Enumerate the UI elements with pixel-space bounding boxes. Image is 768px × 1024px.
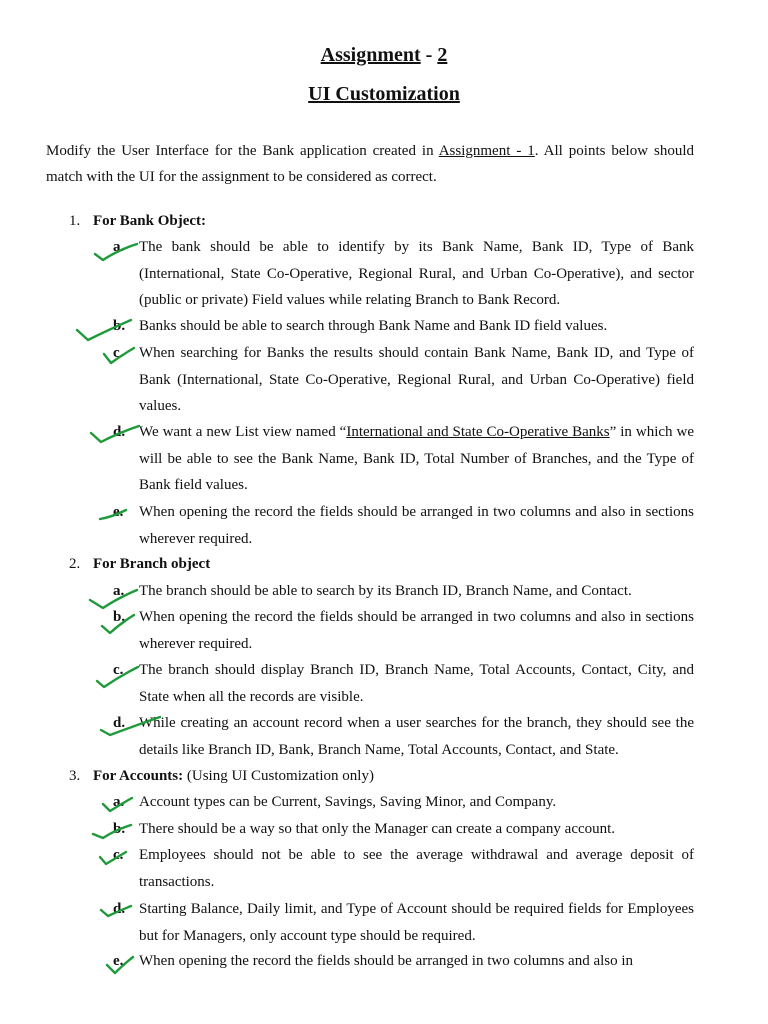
item-letter: c.: [113, 662, 124, 678]
list-view-name: International and State Co-Operative Banks: [346, 424, 610, 440]
item-text: The bank should be able to identify by its Bank Name, Bank ID, Type of Bank (International, State Co-Operative, Regional Rural, and Urban Co-Operative), and sector (public or private) Field values while relating Branch to Bank Record.: [139, 239, 694, 308]
list-item: [113, 842, 694, 895]
item-text: Employees should not be able to see the average withdrawal and average deposit of transactions.: [139, 847, 694, 890]
title-number: 2: [437, 44, 448, 66]
section-heading-3: [69, 763, 374, 789]
intro-after: . All points below should match with the UI for the assignment to be considered as correct.: [46, 143, 695, 185]
list-item: [113, 578, 694, 605]
item-letter: b.: [113, 609, 126, 625]
section-title: For Accounts:: [93, 768, 184, 784]
section-title: For Branch object: [93, 556, 211, 572]
list-item: [113, 313, 694, 340]
item-text: When opening the record the fields should be arranged in two columns and also in sections wherever required.: [139, 504, 694, 547]
section-number: 2.: [69, 556, 81, 572]
section-number: 1.: [69, 213, 81, 229]
item-letter: c.: [113, 345, 124, 361]
list-item: [113, 604, 694, 657]
list-item: [113, 657, 694, 710]
item-text: Banks should be able to search through Bank Name and Bank ID field values.: [139, 318, 608, 334]
item-text: While creating an account record when a user searches for the branch, they should see the details like Branch ID, Bank, Branch Name, Total Accounts, Contact, and State.: [139, 715, 694, 758]
list-item: [113, 419, 694, 499]
intro-before: Modify the User Interface for the Bank application created in: [46, 143, 439, 159]
item-letter: d.: [113, 901, 126, 917]
list-item: [113, 789, 694, 816]
intro-paragraph: [46, 138, 694, 190]
list-item: [113, 710, 694, 763]
intro-link: Assignment - 1: [438, 143, 535, 159]
subtitle-text: UI Customization: [308, 83, 460, 105]
list-item: [113, 948, 694, 975]
item-text: The branch should display Branch ID, Branch Name, Total Accounts, Contact, City, and State when all the records are visible.: [139, 662, 694, 705]
item-letter: b.: [113, 318, 126, 334]
item-text: When opening the record the fields should be arranged in two columns and also in sections wherever required.: [139, 609, 694, 652]
list-item: [113, 896, 694, 949]
section-heading-2: [69, 551, 210, 577]
title-word: Assignment: [320, 44, 421, 66]
item-text-before: We want a new List view named “: [139, 424, 347, 440]
item-text: [139, 419, 694, 499]
list-item: [113, 340, 694, 420]
document-subtitle: [0, 83, 768, 106]
item-letter: d.: [113, 424, 126, 440]
title-dash: -: [420, 44, 438, 66]
item-letter: d.: [113, 715, 126, 731]
list-item: [113, 234, 694, 314]
item-letter: e.: [113, 504, 124, 520]
section-title: For Bank Object:: [93, 213, 207, 229]
item-text: There should be a way so that only the Manager can create a company account.: [139, 821, 616, 837]
list-item: [113, 816, 694, 843]
item-text: When searching for Banks the results should contain Bank Name, Bank ID, and Type of Bank (International, State Co-Operative, Regional Rural, and Urban Co-Operative) field values.: [139, 345, 694, 414]
item-letter: e.: [113, 953, 124, 969]
list-item: [113, 499, 694, 552]
section-number: 3.: [69, 768, 81, 784]
item-letter: c.: [113, 847, 124, 863]
item-letter: a.: [113, 794, 125, 810]
section-heading-1: [69, 208, 206, 234]
item-text-after: ” in which we will be able to see the Bank Name, Bank ID, Total Number of Branches, and the Type of Bank field values.: [139, 424, 694, 493]
item-letter: a.: [113, 239, 125, 255]
item-text: When opening the record the fields should be arranged in two columns and also in: [139, 953, 634, 969]
document-title: [0, 44, 768, 67]
item-text: Starting Balance, Daily limit, and Type of Account should be required fields for Employees but for Managers, only account type should be required.: [139, 901, 694, 944]
item-letter: b.: [113, 821, 126, 837]
section-note: (Using UI Customization only): [183, 768, 374, 784]
item-text: The branch should be able to search by its Branch ID, Branch Name, and Contact.: [139, 583, 632, 599]
item-letter: a.: [113, 583, 125, 599]
item-text: Account types can be Current, Savings, Saving Minor, and Company.: [139, 794, 557, 810]
